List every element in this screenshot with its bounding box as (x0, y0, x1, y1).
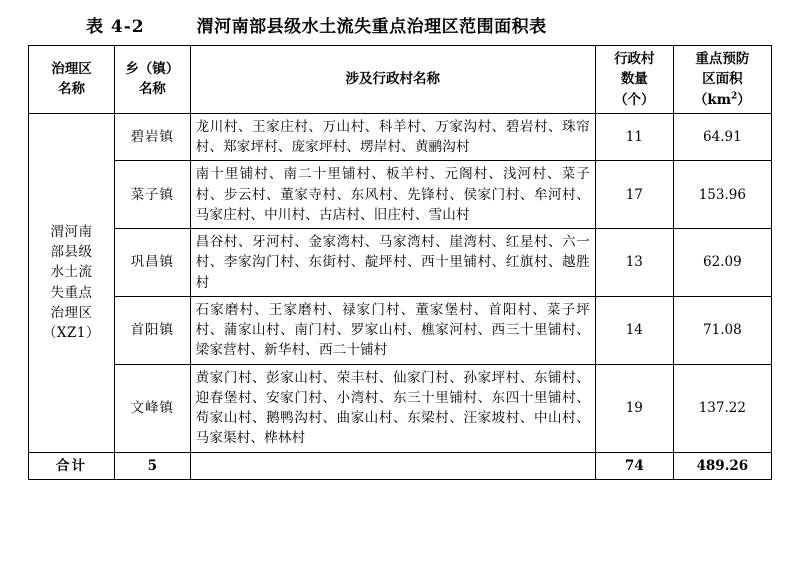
town-name: 首阳镇 (114, 296, 190, 364)
header-town-line1: 乡（镇） (125, 61, 180, 78)
table-row (29, 113, 772, 161)
town-name: 碧岩镇 (114, 113, 190, 161)
area-value: 153.96 (673, 161, 771, 229)
zone-line-2: 部县级 (50, 244, 93, 261)
table-total-row (29, 452, 772, 479)
villages-list: 石家磨村、王家磨村、禄家门村、董家堡村、首阳村、菜子坪村、蒲家山村、南门村、罗家山村、樵家河村、西三十里铺村、梁家营村、新华村、西二十铺村 (190, 296, 595, 364)
header-zone-line1: 治理区 (51, 61, 92, 78)
villages-list: 昌谷村、牙河村、金家湾村、马家湾村、崖湾村、红星村、六一村、李家沟门村、东街村、靛坪村、西十里铺村、红旗村、越胜村 (190, 229, 595, 297)
zone-line-3: 水土流 (50, 264, 93, 281)
header-zone-line2: 名称 (57, 81, 85, 98)
area-value: 64.91 (673, 113, 771, 161)
header-count-line3: （个） (614, 91, 655, 108)
table-row (29, 296, 772, 364)
header-area-unit-open: （km (693, 91, 732, 108)
town-name: 文峰镇 (114, 364, 190, 452)
table-row (29, 161, 772, 229)
table-row (29, 229, 772, 297)
village-count: 11 (595, 113, 673, 161)
header-area-superscript: 2 (731, 91, 738, 101)
total-label: 合计 (29, 452, 115, 479)
header-area-line2: 区面积 (702, 71, 743, 88)
header-town (114, 46, 190, 114)
header-area-line1: 重点预防 (695, 51, 750, 67)
header-count-line2: 数量 (620, 71, 648, 88)
village-count: 19 (595, 364, 673, 452)
table-row (29, 364, 772, 452)
village-count: 13 (595, 229, 673, 297)
header-count (595, 46, 673, 114)
header-villages: 涉及行政村名称 (190, 46, 595, 114)
table-label: 表 4-2 (86, 17, 145, 37)
page-title: 渭河南部县级水土流失重点治理区范围面积表 (196, 17, 547, 37)
area-value: 137.22 (673, 364, 771, 452)
header-zone (29, 46, 115, 114)
header-area-line3 (679, 90, 766, 110)
total-area: 489.26 (673, 452, 771, 479)
zone-line-5: 治理区 (50, 304, 93, 321)
header-town-line2: 名称 (138, 81, 166, 98)
area-value: 71.08 (673, 296, 771, 364)
area-value: 62.09 (673, 229, 771, 297)
town-name: 菜子镇 (114, 161, 190, 229)
town-name: 巩昌镇 (114, 229, 190, 297)
header-area (673, 46, 771, 114)
total-town-count: 5 (114, 452, 190, 479)
villages-list: 黄家门村、彭家山村、荣丰村、仙家门村、孙家坪村、东铺村、迎春堡村、安家门村、小湾村、东三十里铺村、东四十里铺村、苟家山村、鹅鸭沟村、曲家山村、东梁村、汪家坡村、中山村、马家渠村、桦林村 (190, 364, 595, 452)
village-count: 17 (595, 161, 673, 229)
header-count-line1: 行政村 (614, 51, 655, 67)
zone-line-1: 渭河南 (50, 223, 93, 240)
table-header-row (29, 46, 772, 114)
data-table (28, 45, 772, 480)
village-count: 14 (595, 296, 673, 364)
header-area-unit-close: ） (737, 91, 751, 108)
title-row (28, 12, 772, 37)
zone-name-cell (29, 113, 115, 452)
villages-list: 龙川村、王家庄村、万山村、科羊村、万家沟村、碧岩村、珠帘村、郑家坪村、庞家坪村、塄岸村、黄鹂沟村 (190, 113, 595, 161)
total-blank-cell (190, 452, 595, 479)
zone-line-4: 失重点 (50, 284, 93, 301)
villages-list: 南十里铺村、南二十里铺村、板羊村、元阁村、浅河村、菜子村、步云村、董家寺村、东风村、先锋村、侯家门村、牟河村、马家庄村、中川村、古店村、旧庄村、雪山村 (190, 161, 595, 229)
zone-line-6: （XZ1） (42, 325, 101, 342)
total-village-count: 74 (595, 452, 673, 479)
